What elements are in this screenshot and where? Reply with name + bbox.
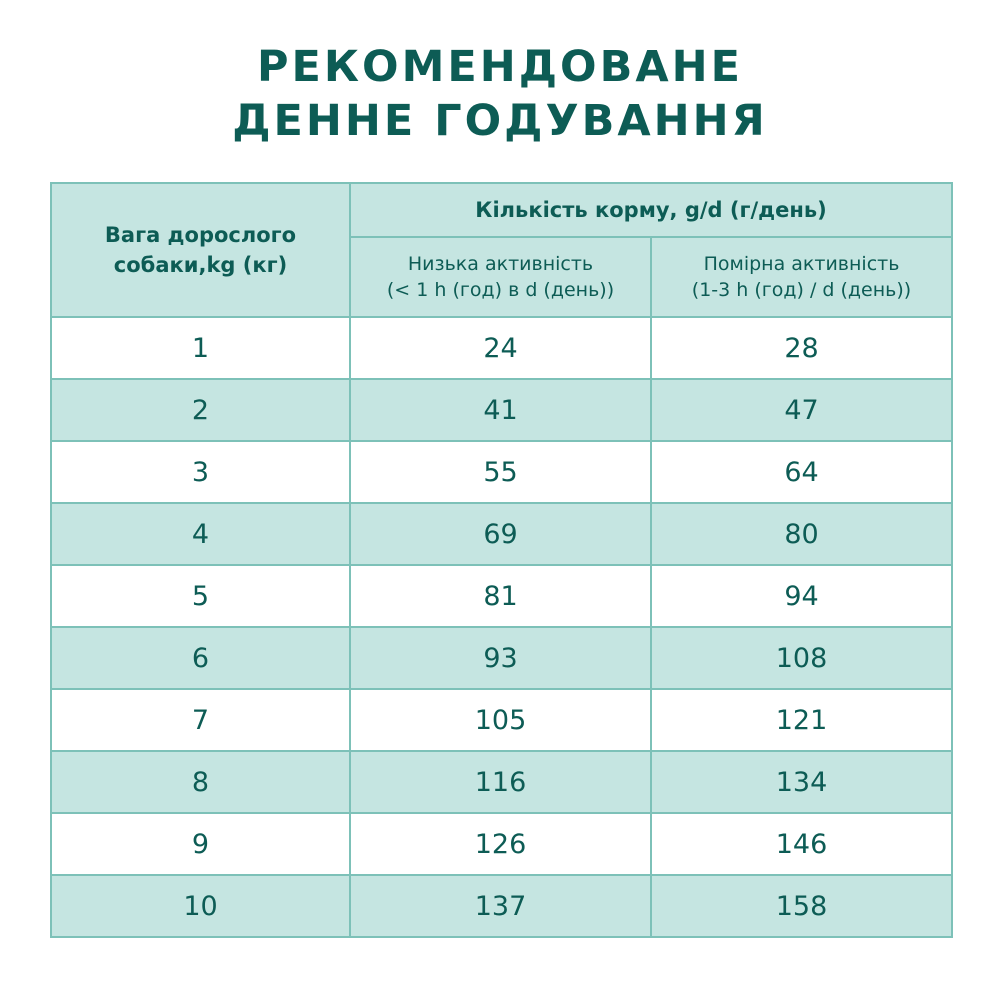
page-title-line-1: РЕКОМЕНДОВАНЕ: [256, 42, 743, 92]
moderate-activity-cell: 134: [651, 751, 952, 813]
food-amount-header: Кількість корму, g/d (г/день): [350, 183, 952, 237]
weight-cell: 10: [51, 875, 350, 937]
table-row: [51, 627, 952, 689]
weight-cell: 2: [51, 379, 350, 441]
moderate-activity-cell: 94: [651, 565, 952, 627]
low-activity-cell: 105: [350, 689, 651, 751]
low-activity-cell: 55: [350, 441, 651, 503]
moderate-activity-header: [651, 237, 952, 317]
low-activity-cell: 81: [350, 565, 651, 627]
moderate-activity-cell: 121: [651, 689, 952, 751]
weight-cell: 5: [51, 565, 350, 627]
moderate-activity-header-line-1: Помірна активність: [703, 253, 900, 275]
low-activity-cell: 41: [350, 379, 651, 441]
weight-cell: 1: [51, 317, 350, 379]
weight-cell: 4: [51, 503, 350, 565]
weight-cell: 9: [51, 813, 350, 875]
moderate-activity-cell: 80: [651, 503, 952, 565]
low-activity-header-line-1: Низька активність: [407, 253, 594, 275]
moderate-activity-cell: 64: [651, 441, 952, 503]
table-row: [51, 317, 952, 379]
weight-header-line-2: собаки,kg (кг): [113, 253, 288, 277]
page-title: [0, 40, 1000, 148]
weight-header-line-1: Вага дорослого: [104, 223, 297, 247]
moderate-activity-cell: 28: [651, 317, 952, 379]
page-title-line-2: ДЕННЕ ГОДУВАННЯ: [232, 96, 768, 146]
low-activity-header: [350, 237, 651, 317]
table-row: [51, 503, 952, 565]
weight-cell: 3: [51, 441, 350, 503]
weight-column-header: [51, 183, 350, 317]
table-row: [51, 565, 952, 627]
table-row: [51, 689, 952, 751]
weight-cell: 6: [51, 627, 350, 689]
low-activity-header-line-2: (< 1 h (год) в d (день)): [386, 279, 615, 301]
table-row: [51, 751, 952, 813]
low-activity-cell: 24: [350, 317, 651, 379]
table-row: [51, 379, 952, 441]
moderate-activity-cell: 146: [651, 813, 952, 875]
moderate-activity-cell: 158: [651, 875, 952, 937]
table-row: [51, 875, 952, 937]
low-activity-cell: 116: [350, 751, 651, 813]
moderate-activity-cell: 47: [651, 379, 952, 441]
low-activity-cell: 69: [350, 503, 651, 565]
weight-cell: 8: [51, 751, 350, 813]
low-activity-cell: 137: [350, 875, 651, 937]
table-row: [51, 813, 952, 875]
table-row: [51, 441, 952, 503]
low-activity-cell: 93: [350, 627, 651, 689]
feeding-table: [50, 182, 953, 938]
moderate-activity-header-line-2: (1-3 h (год) / d (день)): [691, 279, 912, 301]
moderate-activity-cell: 108: [651, 627, 952, 689]
table-body: [51, 317, 952, 937]
weight-cell: 7: [51, 689, 350, 751]
low-activity-cell: 126: [350, 813, 651, 875]
